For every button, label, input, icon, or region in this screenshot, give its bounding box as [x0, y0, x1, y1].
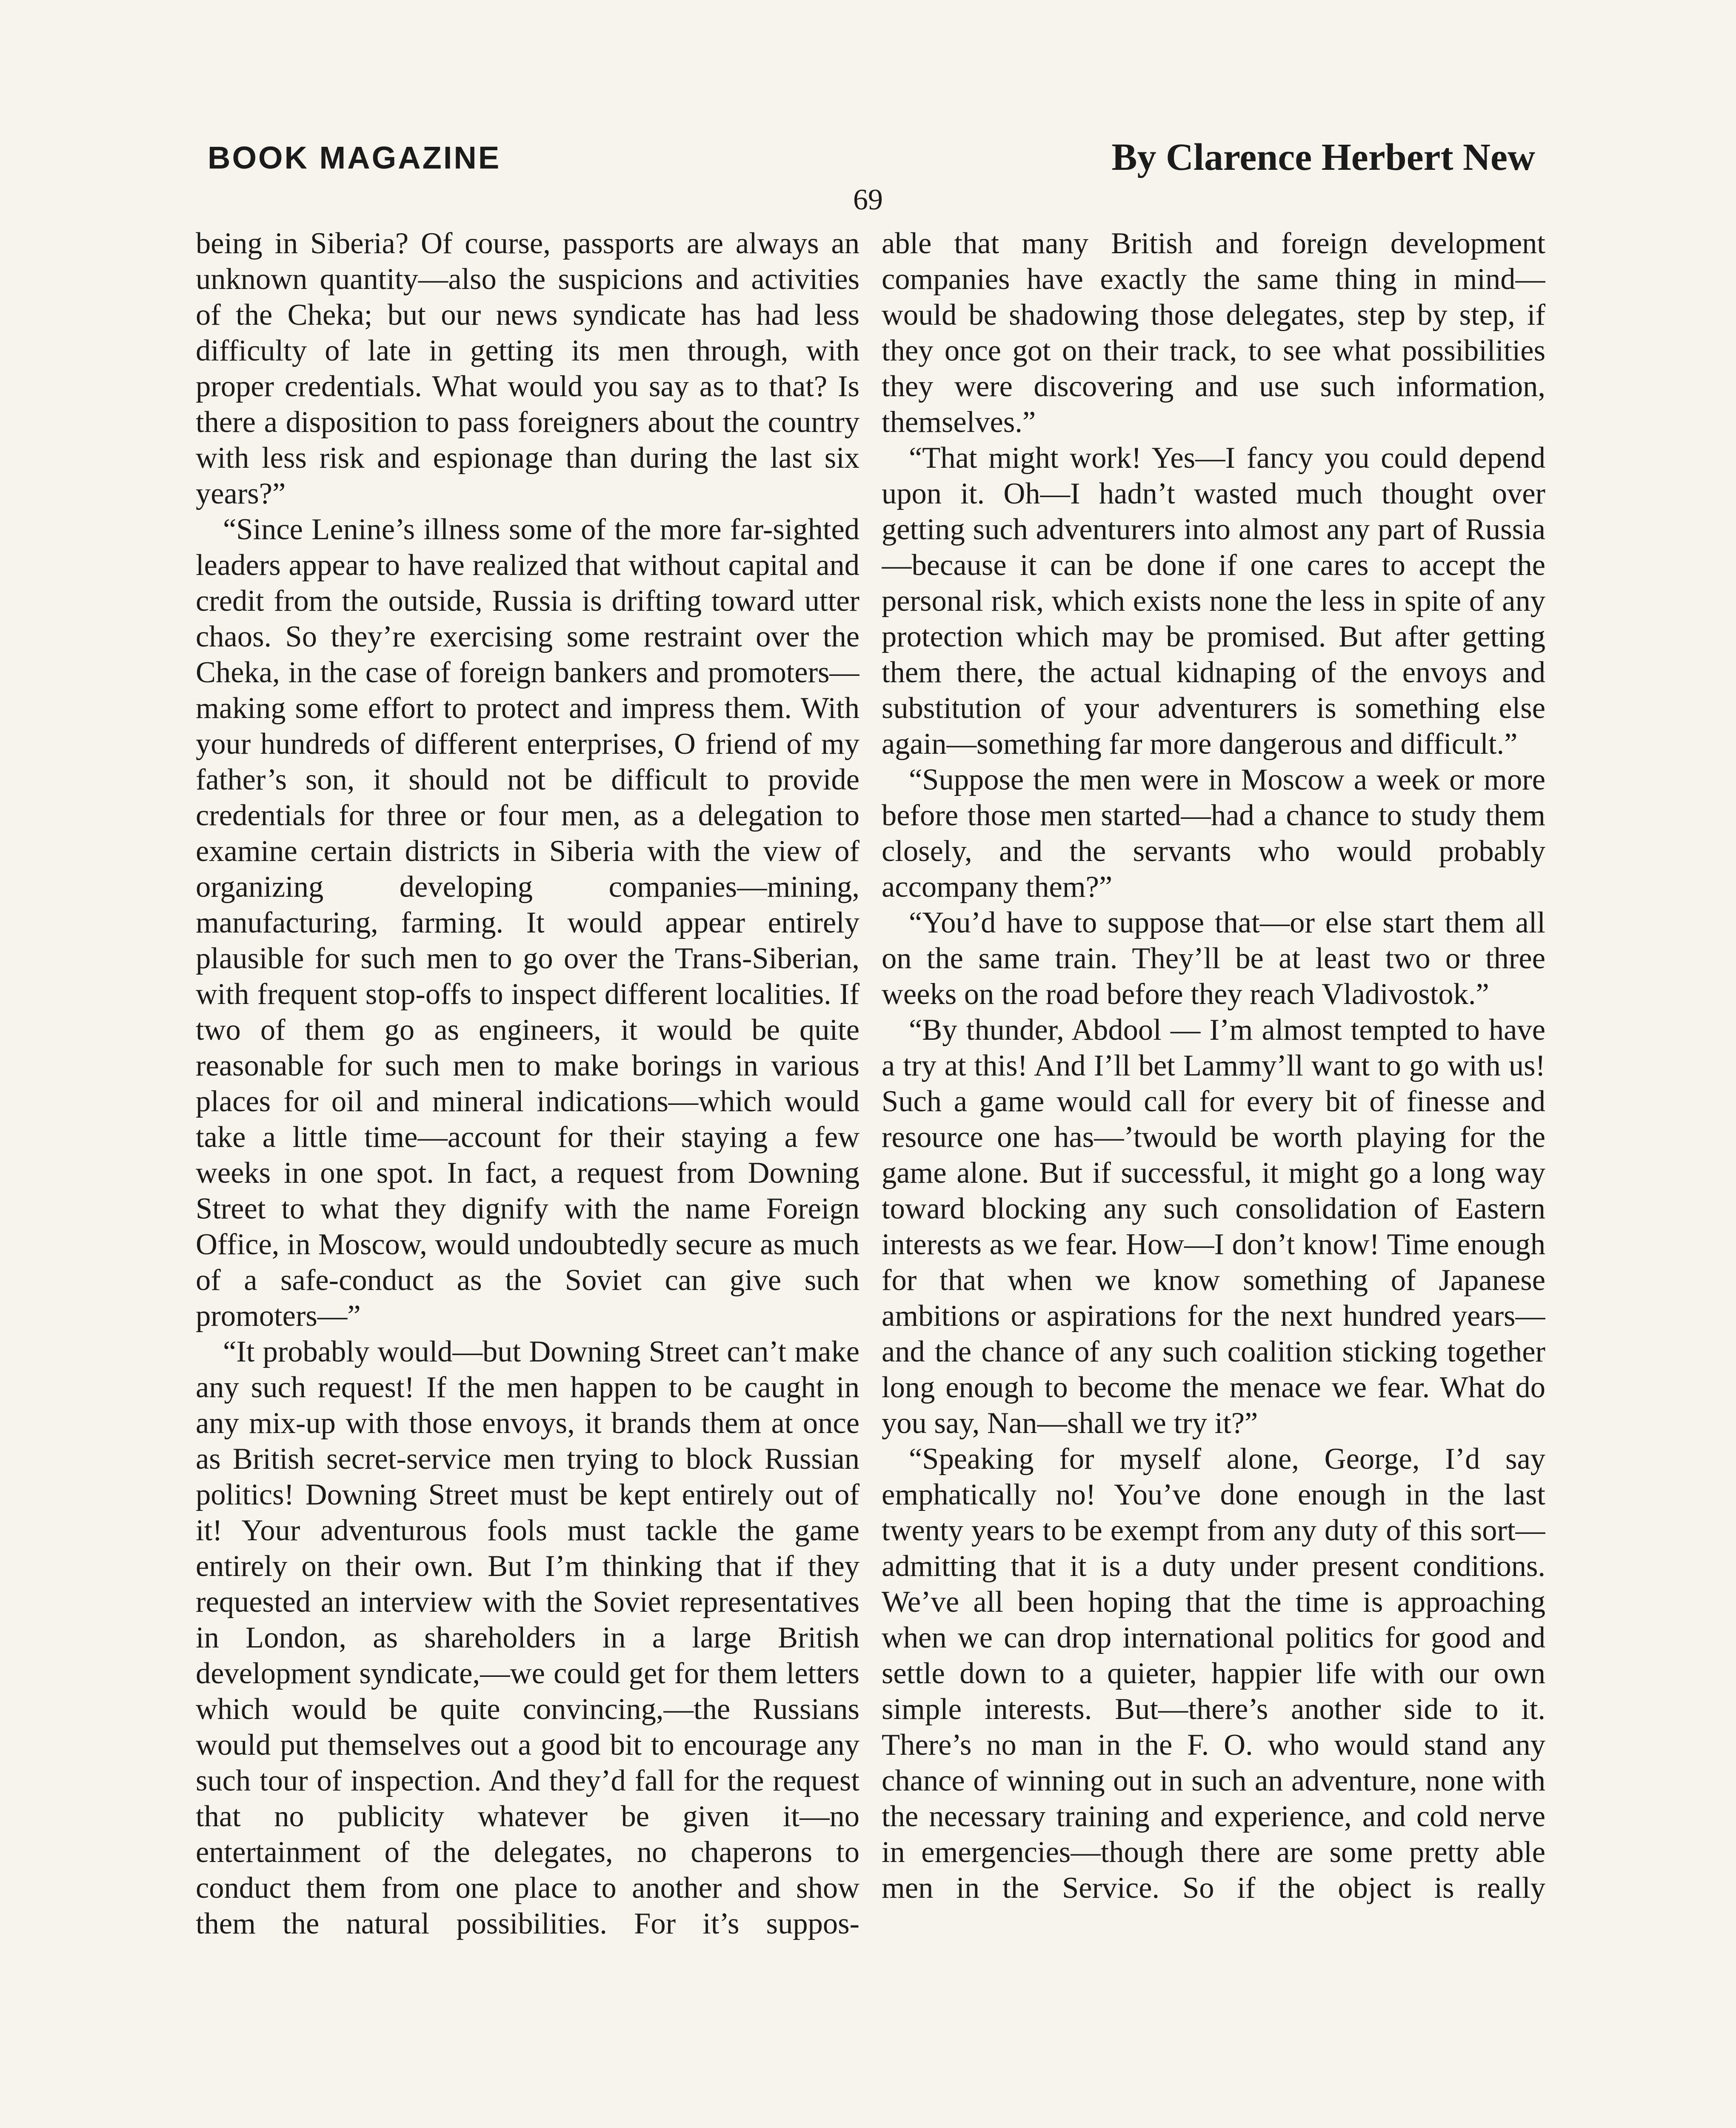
paragraph: “That might work! Yes—I fancy you could depend upon it. Oh—I hadn’t wasted much thought over getting such adventurers into almost any part of Russia—because it can be done if one cares to accept the personal risk, which exists none the less in spite of any protection which may be promised. But after getting them there, the actual kidnaping of the envoys and substitution of your adventurers is something else again—something far more dangerous and difficult.”	[882, 441, 1545, 761]
paragraph: able that many British and foreign development companies have exactly the same thing in mind—would be shadowing those delegates, step by step, if they once got on their track, to see what possibilities they were discovering and use such information, themselves.”	[882, 227, 1545, 439]
paragraph: “By thunder, Abdool — I’m almost tempted to have a try at this! And I’ll bet Lammy’ll want to go with us! Such a game would call for every bit of finesse and resource one has—’twould be worth playing for the game alone. But if successful, it might go a long way toward blocking any such consolidation of Eastern interests as we fear. How—I don’t know! Time enough for that when we know something of Japanese ambitions or aspirations for the next hundred years—and the chance of any such coalition sticking together long enough to become the menace we fear. What do you say, Nan—shall we try it?”	[882, 1013, 1545, 1440]
paragraph: “You’d have to suppose that—or else start them all on the same train. They’ll be at least two or three weeks on the road before they reach Vladivostok.”	[882, 906, 1545, 1011]
paragraph: “Suppose the men were in Moscow a week or more before those men started—had a chance to study them closely, and the servants who would probably accompany them?”	[882, 763, 1545, 904]
paragraph: being in Siberia? Of course, passports are always an unknown quantity—also the suspicions and activities of the Cheka; but our news syndicate has had less difficulty of late in getting its men through, with proper credentials. What would you say as to that? Is there a disposition to pass foreigners about the country with less risk and espionage than during the last six years?”	[196, 227, 859, 510]
author-byline: By Clarence Herbert New	[1111, 136, 1535, 178]
paragraph: “Since Lenine’s illness some of the more far-sighted leaders appear to have realized that without capital and credit from the outside, Russia is drifting toward utter chaos. So they’re exercising some restraint over the Cheka, in the case of foreign bankers and promoters—making some effort to protect and impress them. With your hundreds of different enterprises, O friend of my father’s son, it should not be difficult to provide credentials for three or four men, as a delegation to examine certain districts in Siberia with the view of organizing developing companies—mining, manufacturing, farming. It would appear entirely plausible for such men to go over the Trans-Siberian, with frequent stop-offs to inspect different localities. If two of them go as engineers, it would be quite reasonable for such men to make borings in various places for oil and mineral indications—which would take a little time—account for their staying a few weeks in one spot. In fact, a request from Downing Street to what they dignify with the name Foreign Office, in Moscow, would undoubtedly secure as much of a safe-conduct as the Soviet can give such promoters—”	[196, 513, 859, 1333]
magazine-title: BOOK MAGAZINE	[208, 140, 501, 175]
page-number: 69	[853, 183, 883, 216]
right-column	[882, 226, 1545, 2128]
left-column	[196, 226, 859, 2128]
page-header	[208, 135, 1535, 182]
paragraph: “Speaking for myself alone, George, I’d say emphatically no! You’ve done enough in the last twenty years to be exempt from any duty of this sort—admitting that it is a duty under present conditions. We’ve all been hoping that the time is approaching when we can drop international politics for good and settle down to a quieter, happier life with our own simple interests. But—there’s another side to it. There’s no man in the F. O. who would stand any chance of winning out in such an adventure, none with the necessary training and experience, and cold nerve in emergencies—though there are some pretty able men in the Service. So if the object is really	[882, 1442, 1545, 1905]
paragraph: “It probably would—but Downing Street can’t make any such request! If the men happen to be caught in any mix-up with those envoys, it brands them at once as British secret-service men trying to block Russian politics! Downing Street must be kept entirely out of it! Your adventurous fools must tackle the game entirely on their own. But I’m thinking that if they requested an interview with the Soviet representatives in London, as shareholders in a large British development syndicate,—we could get for them letters which would be quite convincing,—the Russians would put themselves out a good bit to encourage any such tour of inspection. And they’d fall for the request that no publicity whatever be given it—no entertainment of the delegates, no chaperons to conduct them from one place to another and show them the natural possibilities. For it’s suppos-	[196, 1335, 859, 1940]
